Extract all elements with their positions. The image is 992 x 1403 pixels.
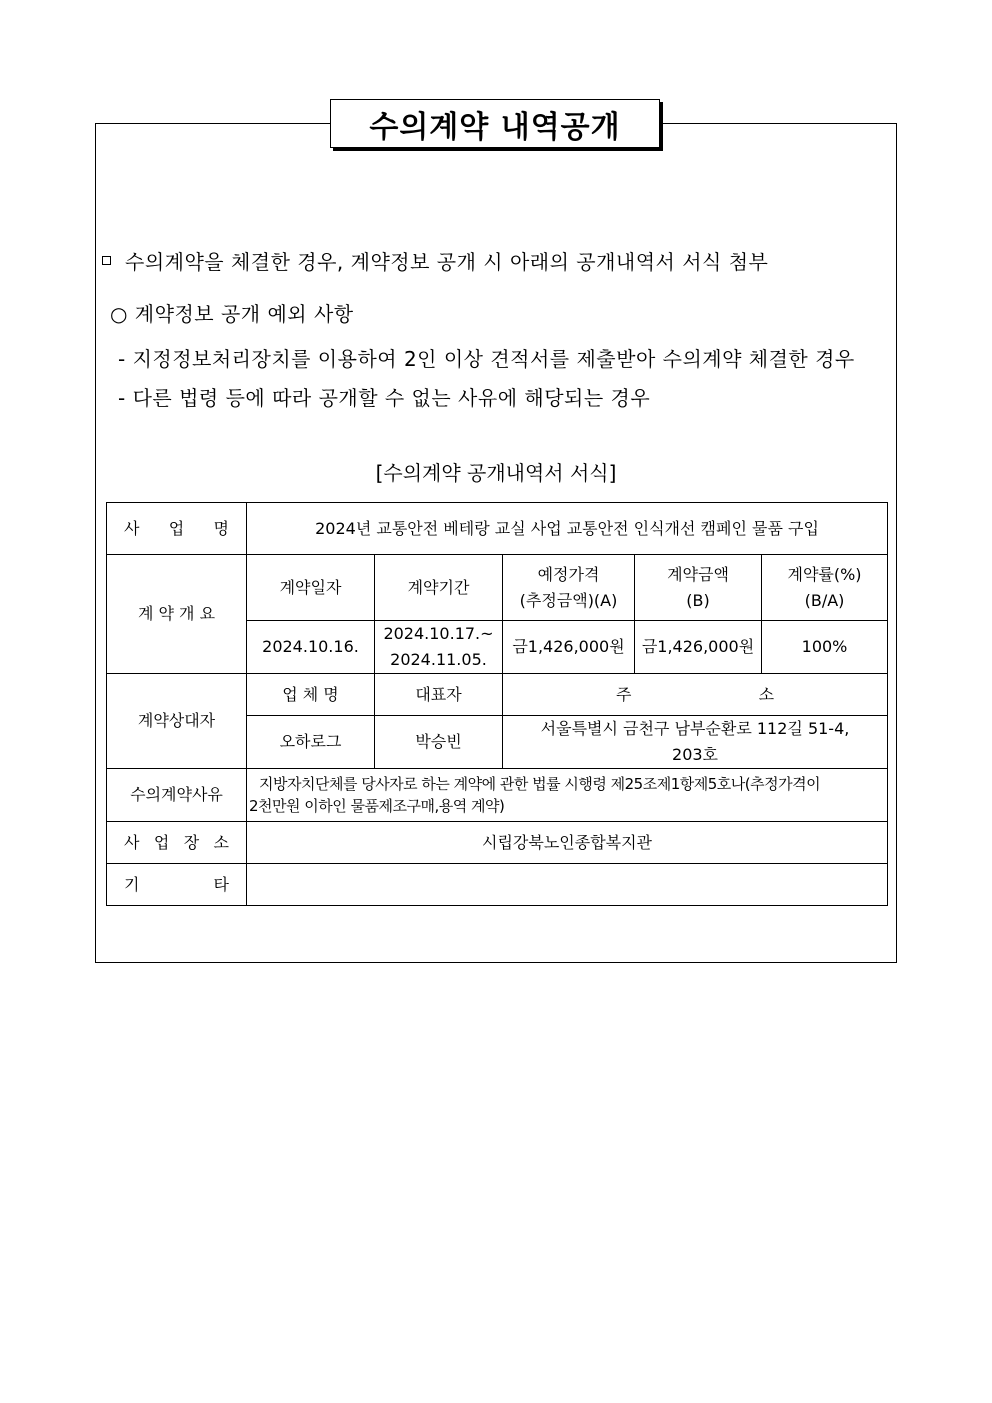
- page-title: 수의계약 내역공개: [330, 99, 660, 148]
- form-heading: [수의계약 공개내역서 서식]: [375, 461, 617, 485]
- reason-label: 수의계약사유: [107, 769, 247, 822]
- period-end: 2024.11.05.: [390, 650, 487, 669]
- header-address-b: 소: [758, 684, 775, 704]
- project-name: 2024년 교통안전 베테랑 교실 사업 교통안전 인식개선 캠페인 물품 구입: [247, 503, 888, 555]
- location-value: 시립강북노인종합복지관: [247, 822, 888, 864]
- estimated-price-value: 금1,426,000원: [503, 621, 635, 674]
- address-value: [503, 716, 888, 769]
- header-contract-period: 계약기간: [375, 555, 503, 621]
- header-estimated-price-line1: 예정가격: [537, 564, 600, 584]
- header-address: [503, 674, 888, 716]
- header-contract-date: 계약일자: [247, 555, 375, 621]
- contract-rate-value: 100%: [762, 621, 888, 674]
- address-line1: 서울특별시 금천구 남부순환로 112길 51-4,: [540, 719, 850, 738]
- header-contract-rate-line2: (B/A): [804, 590, 845, 610]
- counterparty-label: 계약상대자: [107, 674, 247, 769]
- intro-main-line: [102, 246, 768, 275]
- etc-label-b: 타: [213, 874, 229, 894]
- etc-label-a: 기: [124, 874, 140, 894]
- project-row: [107, 503, 888, 555]
- location-row: [107, 822, 888, 864]
- exception-heading: ○ 계약정보 공개 예외 사항: [110, 302, 354, 326]
- header-contract-amount-line2: (B): [686, 590, 710, 610]
- contract-amount-value: 금1,426,000원: [635, 621, 762, 674]
- etc-label: [110, 872, 243, 898]
- header-address-a: 주: [616, 684, 632, 704]
- etc-label-cell: [107, 864, 247, 906]
- project-label: 사 업 명: [124, 518, 229, 538]
- square-bullet-icon: [102, 256, 111, 265]
- contract-period-value: [375, 621, 503, 674]
- overview-header-row: [107, 555, 888, 621]
- contract-date-value: 2024.10.16.: [247, 621, 375, 674]
- reason-row: [107, 769, 888, 822]
- header-contract-rate-line1: 계약률(%): [787, 564, 862, 584]
- location-label-cell: [107, 822, 247, 864]
- header-representative: 대표자: [375, 674, 503, 716]
- address-line2: 203호: [672, 745, 719, 764]
- etc-value: [247, 864, 888, 906]
- period-start: 2024.10.17.~: [383, 624, 494, 643]
- reason-value: [247, 769, 888, 822]
- header-company: 업 체 명: [247, 674, 375, 716]
- header-estimated-price: [503, 555, 635, 621]
- project-label-cell: [107, 503, 247, 555]
- reason-line2: 2천만원 이하인 물품제조구매,용역 계약): [249, 797, 505, 815]
- overview-label: 계 약 개 요: [107, 555, 247, 674]
- intro-main-text: 수의계약을 체결한 경우, 계약정보 공개 시 아래의 공개내역서 서식 첨부: [125, 250, 769, 274]
- reason-line1: 지방자치단체를 당사자로 하는 계약에 관한 법률 시행령 제25조제1항제5호나(추정가격이: [259, 775, 821, 793]
- company-value: 오하로그: [247, 716, 375, 769]
- exception-item-1: - 지정정보처리장치를 이용하여 2인 이상 견적서를 제출받아 수의계약 체결한 경우: [118, 347, 855, 371]
- etc-row: [107, 864, 888, 906]
- representative-value: 박승빈: [375, 716, 503, 769]
- header-contract-amount: [635, 555, 762, 621]
- header-contract-rate: [762, 555, 888, 621]
- exception-item-2: - 다른 법령 등에 따라 공개할 수 없는 사유에 해당되는 경우: [118, 386, 651, 410]
- counterparty-header-row: [107, 674, 888, 716]
- disclosure-form-table: [106, 502, 888, 906]
- header-contract-amount-line1: 계약금액: [667, 564, 729, 584]
- location-label: 사 업 장 소: [124, 832, 229, 852]
- header-estimated-price-line2: (추정금액)(A): [519, 590, 618, 610]
